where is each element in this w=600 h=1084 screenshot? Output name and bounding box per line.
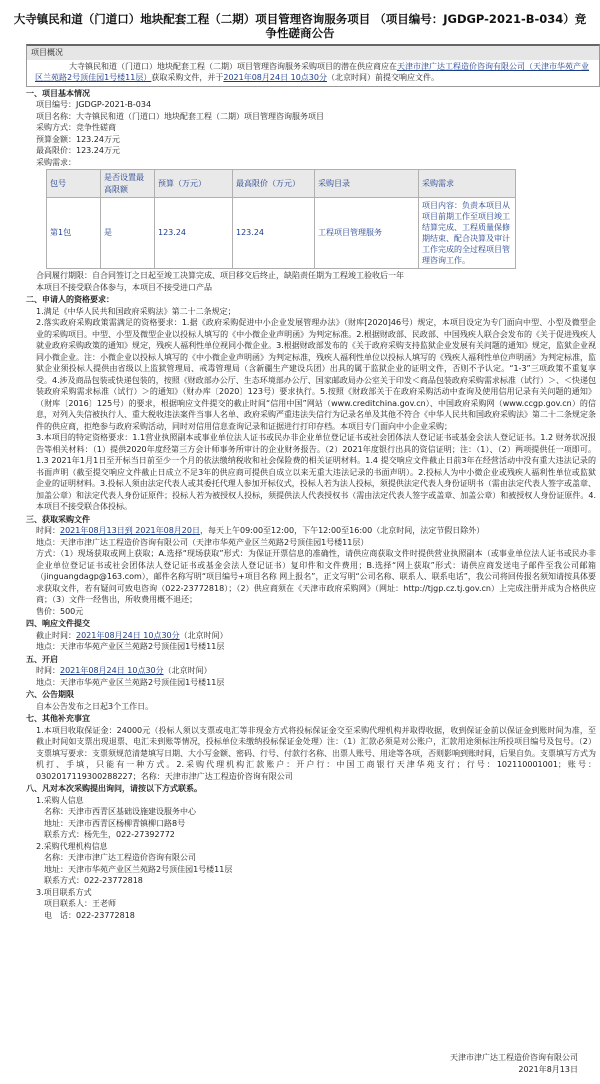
col-header: 预算（万元）: [155, 170, 233, 198]
requirements-label: 采购需求：: [36, 157, 76, 167]
footer-company: 天津市津广达工程造价咨询有限公司: [450, 1053, 578, 1062]
section-heading: 二、申请人的资格要求：: [26, 295, 114, 304]
table-cell: 123.24: [155, 198, 233, 269]
project-contact-phone: 电 话：022-23772818: [44, 910, 135, 920]
submission-deadline: [26, 630, 600, 642]
section-notice-period: [26, 689, 600, 712]
other-matters-text: 1.本项目收取保证金：24000元（投标人须以支票或电汇等非现金方式将投标保证金交至采购代理机构并取得收据，收到保证金前以保证金到账时间为准，至截止时间如支票出现退票、电汇未到账等情况，投标单位未缴纳投标保证金处理）注：（1）汇款必须是对公账户，汇款用途须标注所投项目编号及包号。（2）支票填写要求：支票须规范清楚填写日期、大小写金额、密码、行号、付款行名称、出票人账号、用途等各项，否则影响到账时间，后果自负。支票填写方式为机打、手填，只能有一种方式。2.采购代理机构汇款账户：开户行：中国工商银行天津华苑支行；行号：102110001001；账号：0302017119300288227；名称：天津市津广达工程造价咨询有限公司: [36, 725, 596, 781]
section-heading: 五、开启: [26, 654, 58, 664]
qualification-1: 1.满足《中华人民共和国政府采购法》第二十二条规定；: [36, 306, 236, 316]
agency-address: 地址：天津市华苑产业区兰苑路2号顶佳园1号楼11层: [44, 864, 233, 874]
procurement-method: 采购方式：竞争性磋商: [36, 123, 116, 132]
overview-text-part: 大寺镇民和道（门道口）地块配套工程（二期）项目管理咨询服务采购项目的潜在供应商应在: [69, 61, 397, 71]
section-heading: 六、公告期限: [26, 690, 74, 699]
purchaser-name: 名称：天津市西青区基础设施建设服务中心: [44, 807, 196, 816]
overview-label: 项目概况: [27, 46, 599, 60]
content: [26, 88, 600, 922]
purchaser-title: 1.采购人信息: [36, 795, 84, 805]
section-contacts: [26, 783, 600, 921]
budget-amount: 预算金额：123.24万元: [36, 134, 120, 144]
table-row: [47, 198, 516, 269]
overview-text-part: 获取采购文件，并于: [151, 73, 224, 82]
section-basic-info: [26, 88, 600, 294]
table-cell: 是: [101, 198, 155, 269]
notice-period-text: 自本公告发布之日起3个工作日。: [36, 701, 154, 711]
table-cell: 123.24: [233, 198, 315, 269]
project-number: 项目编号：JGDGP-2021-B-034: [36, 100, 152, 109]
requirements-table: [46, 169, 516, 269]
opening-time-value: 2021年08月24日 10点30分: [60, 666, 164, 675]
section-heading: 一、项目基本情况: [26, 88, 90, 98]
purchaser-address: 地址：天津市西青区杨柳青镇柳口路8号: [44, 818, 186, 828]
document-price: 售价：500元: [36, 606, 84, 616]
col-header: 最高限价（万元）: [233, 170, 315, 198]
contract-period: 合同履行期限：自合同签订之日起至竣工决算完成、项目移交后终止，缺陷责任期为工程竣工验收后一年: [36, 271, 404, 280]
table-cell: 第1包: [47, 198, 101, 269]
obtain-time-detail: ，每天上午09:00至12:00，下午12:00至16:00（北京时间，法定节假日除外）: [199, 526, 485, 535]
section-heading: 八、凡对本次采购提出询问，请按以下方式联系。: [26, 784, 202, 793]
section-heading: 四、响应文件提交: [26, 619, 90, 628]
label: 时间：: [36, 666, 60, 675]
section-qualifications: [26, 294, 600, 513]
project-name: 项目名称：大寺镇民和道（门道口）地块配套工程（二期）项目管理咨询服务项目: [36, 111, 324, 121]
agency-contact: 联系方式：022-23772818: [44, 876, 143, 885]
section-submission: [26, 618, 600, 653]
timezone-note: （北京时间）: [163, 666, 212, 675]
obtain-method: 方式：（1）现场获取或网上获取；A.选择“现场获取”形式：为保证开票信息的准确性，请供应商获取文件时提供营业执照副本（或事业单位法人证书或民办非企业单位登记证书或社会团体法人登记证书或基金会法人登记证书）复印件和文件费用；B.选择“网上获取”形式：请供应商发送电子邮件至我公司邮箱（jinguangdagp@163.com），邮件名称写明“项目编号+项目名称 网上报名”，正文写明“公司名称、联系人、联系电话”，我公司将回传报名须知请按具体要求获取文件，若有疑问可致电咨询（022-23772818）；（2）供应商须在《天津市政府采购网》（网址：http://tjgp.cz.tj.gov.cn）上完成注册并成为合格供应商；（3）文件一经售出，所收费用概不退还；: [36, 549, 596, 604]
table-cell: 工程项目管理服务: [315, 198, 419, 269]
obtain-time-range: 2021年08月13日到 2021年08月20日: [60, 526, 200, 535]
timezone-note: （北京时间）: [179, 630, 228, 640]
no-consortium: 本项目不接受联合体参与，本项目不接受进口产品: [36, 282, 212, 292]
overview-text-part: （北京时间）前提交响应文件。: [326, 73, 439, 82]
overview-address: 天津市津广达工程造价咨询有限公司（天津市华苑产业区兰苑路2号顶佳园1号楼11层）: [35, 61, 589, 82]
qualification-3: 3.本项目的特定资格要求：1.1营业执照副本或事业单位法人证书或民办非企业单位登记证书或社会团体法人登记证书或基金会法人登记证书。1.2 财务状况报告等相关材料：（1）提供2020年度经第三方会计师事务所审计的企业财务报告。（2）2021年度银行出具的资信证明；注：（1）、（2）两项提供任一项即可。1.3 2021年1月1日至开标当日前至少一个月的依法缴纳税收和社会保险费的相关证明材料。1.4 提交响应文件截止日前3年在经营活动中没有重大违法记录的书面声明（截至提交响应文件截止日成立不足3年的供应商可提供自成立以来无重大违法记录的书面声明）。2.投标人为中小微企业或残疾人福利性单位或监狱企业的证明材料。3.投标人须由法定代表人或其委托代理人参加开标仪式，投标人若为法人投标，须提供法定代表人身份证明书（需由法定代表人签字或盖章、加盖公章）和法定代表人身份证原件；投标人若为被授权人投标，须提供法人代表授权书（需由法定代表人签字或盖章、加盖公章）和被授权人身份证原件。4.本项目不接受联合体投标。: [36, 433, 596, 511]
footer: [450, 1052, 578, 1075]
announcement-body: [26, 44, 600, 87]
obtain-place: 地点：天津市津广达工程造价咨询有限公司（天津市华苑产业区兰苑路2号顶佳园1号楼11层）: [36, 537, 369, 547]
overview-text: [27, 60, 599, 86]
project-contact-person: 项目联系人：王老师: [44, 899, 116, 908]
section-obtain-documents: [26, 514, 600, 618]
agency-name: 名称：天津市津广达工程造价咨询有限公司: [44, 853, 196, 862]
label: 截止时间：: [36, 630, 76, 640]
obtain-time: [26, 525, 600, 537]
section-opening: [26, 654, 600, 689]
submission-deadline-value: 2021年08月24日 10点30分: [76, 630, 180, 640]
table-header-row: [47, 170, 516, 198]
opening-time: [26, 665, 600, 677]
label: 时间：: [36, 526, 60, 535]
max-price: 最高限价：123.24万元: [36, 146, 120, 155]
col-header: 采购需求: [419, 170, 516, 198]
qualification-2: 2.落实政府采购政策需满足的资格要求：1.据《政府采购促进中小企业发展管理办法》（财库[2020]46号）规定，本项目设定为专门面向中型、小型及微型企业的采购项目。中型、小型及微型企业以投标人填写的《中小微企业声明函》为判定标准。2.根据财政部、民政部、中国残疾人联合会发布的《关于促进残疾人就业政府采购政策的通知》规定，残疾人福利性单位视同小微企业。3.根据财政部发布的《关于政府采购支持监狱企业发展有关问题的通知》规定，监狱企业视同小微企业。注：小微企业以投标人填写的《中小微企业声明函》为判定标准，残疾人福利性单位以投标人填写的《残疾人福利性单位声明函》为判定标准，监狱企业须投标人提供由省级以上监狱管理局、戒毒管理局（含新疆生产建设兵团）出具的属于监狱企业的证明文件，否则不予认定。“1-3”三项政策不重复享受。4.涉及商品包装或快递包装的，按照《财政部办公厅、生态环境部办公厅、国家邮政局办公室关于印发＜商品包装政府采购需求标准（试行）＞、＜快递包装政府采购需求标准（试行）＞的通知》（财办库〔2020〕123号）要求执行。5.按照《财政部关于在政府采购活动中查询及使用信用记录有关问题的通知》（财库〔2016〕125号）的要求，根据响应文件提交的截止时间“信用中国”网站（www.creditchina.gov.cn）、中国政府采购网（www.ccgp.gov.cn）的信息，对列入失信被执行人、重大税收违法案件当事人名单、政府采购严重违法失信行为记录名单及其他不符合《中华人民共和国政府采购法》第二十二条规定条件的供应商，拒绝参与政府采购活动，同时对信用信息查询记录和证据进行打印存档。本项目专门面向中小企业采购；: [36, 318, 596, 431]
table-cell: 项目内容：负责本项目从项目前期工作至项目竣工结算完成、工程质量保修期结束、配合决算及审计工作完成的全过程项目管理咨询工作。: [419, 198, 516, 269]
purchaser-contact: 联系方式：杨先生，022-27392772: [44, 830, 175, 839]
section-other-matters: [26, 713, 600, 782]
section-heading: 七、其他补充事宜: [26, 714, 90, 723]
footer-date: 2021年8月13日: [518, 1064, 578, 1074]
col-header: 包号: [47, 170, 101, 198]
section-heading: 三、获取采购文件: [26, 514, 90, 524]
col-header: 是否设置最高限额: [101, 170, 155, 198]
submission-place: 地点：天津市华苑产业区兰苑路2号顶佳园1号楼11层: [36, 642, 225, 651]
opening-place: 地点：天津市华苑产业区兰苑路2号顶佳园1号楼11层: [36, 677, 225, 687]
col-header: 采购目录: [315, 170, 419, 198]
overview-deadline: 2021年08月24日 10点30分: [223, 73, 327, 82]
page-title: 大寺镇民和道（门道口）地块配套工程（二期）项目管理咨询服务项目 （项目编号：JGDGP-2021-B-034）竞争性磋商公告: [13, 12, 587, 40]
project-contact-title: 3.项目联系方式: [36, 887, 92, 897]
agency-title: 2.采购代理机构信息: [36, 841, 108, 851]
